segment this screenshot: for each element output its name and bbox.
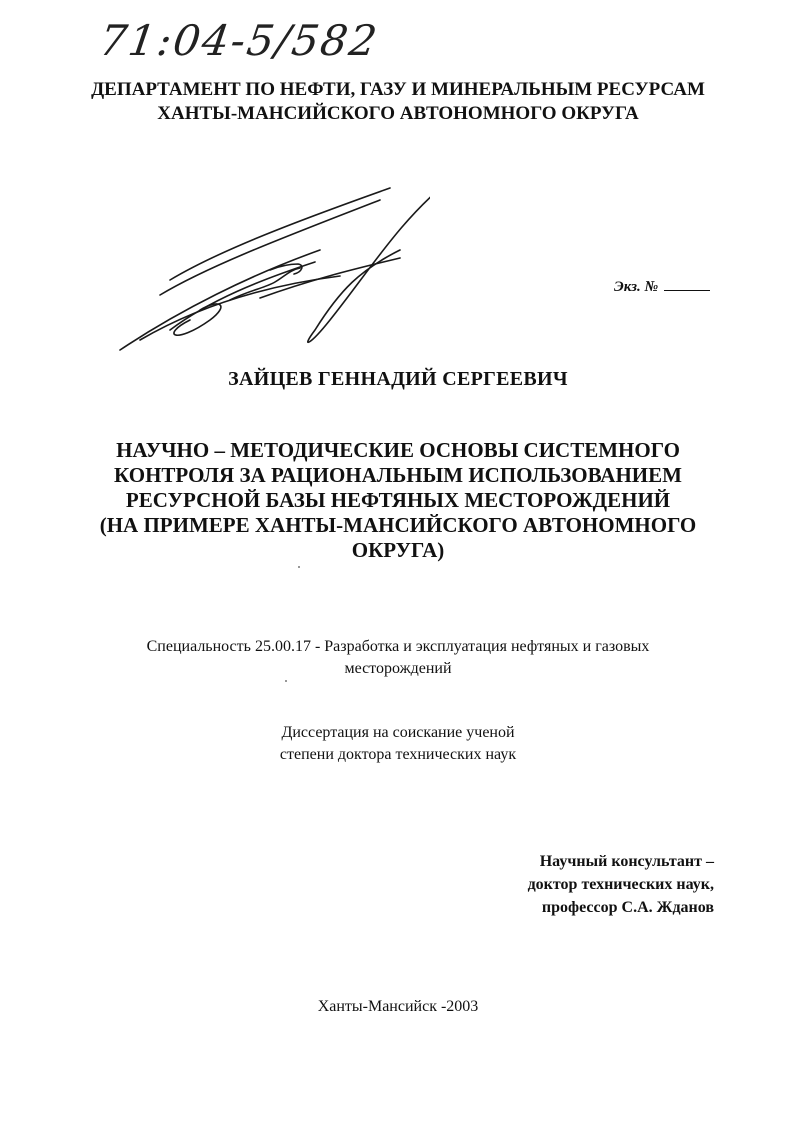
department-line-2: ХАНТЫ-МАНСИЙСКОГО АВТОНОМНОГО ОКРУГА — [157, 103, 639, 124]
signature-image — [100, 180, 430, 360]
author-name: ЗАЙЦЕВ ГЕННАДИЙ СЕРГЕЕВИЧ — [228, 368, 568, 390]
consultant-line-2: доктор технических наук, — [527, 876, 714, 893]
degree-line-2: степени доктора технических наук — [279, 746, 517, 763]
copy-number-blank — [664, 276, 710, 291]
degree-line-1: Диссертация на соискание ученой — [281, 724, 515, 741]
dissertation-degree — [0, 722, 796, 766]
title-line-5: ОКРУГА) — [351, 538, 445, 562]
registry-number-handwritten: 71:04-5/582 — [96, 16, 382, 65]
title-line-3: РЕСУРСНОЙ БАЗЫ НЕФТЯНЫХ МЕСТОРОЖДЕНИЙ — [125, 488, 671, 512]
scientific-consultant — [528, 850, 714, 919]
specialty-block — [0, 636, 796, 680]
dissertation-title — [0, 438, 796, 563]
title-line-2: КОНТРОЛЯ ЗА РАЦИОНАЛЬНЫМ ИСПОЛЬЗОВАНИЕМ — [114, 463, 682, 487]
city-year: Ханты-Мансийск -2003 — [317, 998, 479, 1015]
title-line-4: (НА ПРИМЕРЕ ХАНТЫ-МАНСИЙСКОГО АВТОНОМНОГО — [99, 513, 697, 537]
scan-speck — [298, 566, 300, 568]
department-header — [0, 78, 796, 126]
consultant-line-1: Научный консультант – — [539, 853, 714, 870]
scan-speck — [285, 680, 287, 682]
specialty-line-1: Специальность 25.00.17 - Разработка и эксплуатация нефтяных и газовых — [146, 638, 650, 655]
copy-number-field — [614, 276, 710, 296]
specialty-line-2: месторождений — [344, 660, 452, 677]
department-line-1: ДЕПАРТАМЕНТ ПО НЕФТИ, ГАЗУ И МИНЕРАЛЬНЫМ РЕСУРСАМ — [91, 79, 705, 100]
consultant-line-3: профессор С.А. Жданов — [541, 899, 714, 916]
copy-number-label: Экз. № — [614, 279, 659, 295]
title-line-1: НАУЧНО – МЕТОДИЧЕСКИЕ ОСНОВЫ СИСТЕМНОГО — [116, 438, 680, 462]
